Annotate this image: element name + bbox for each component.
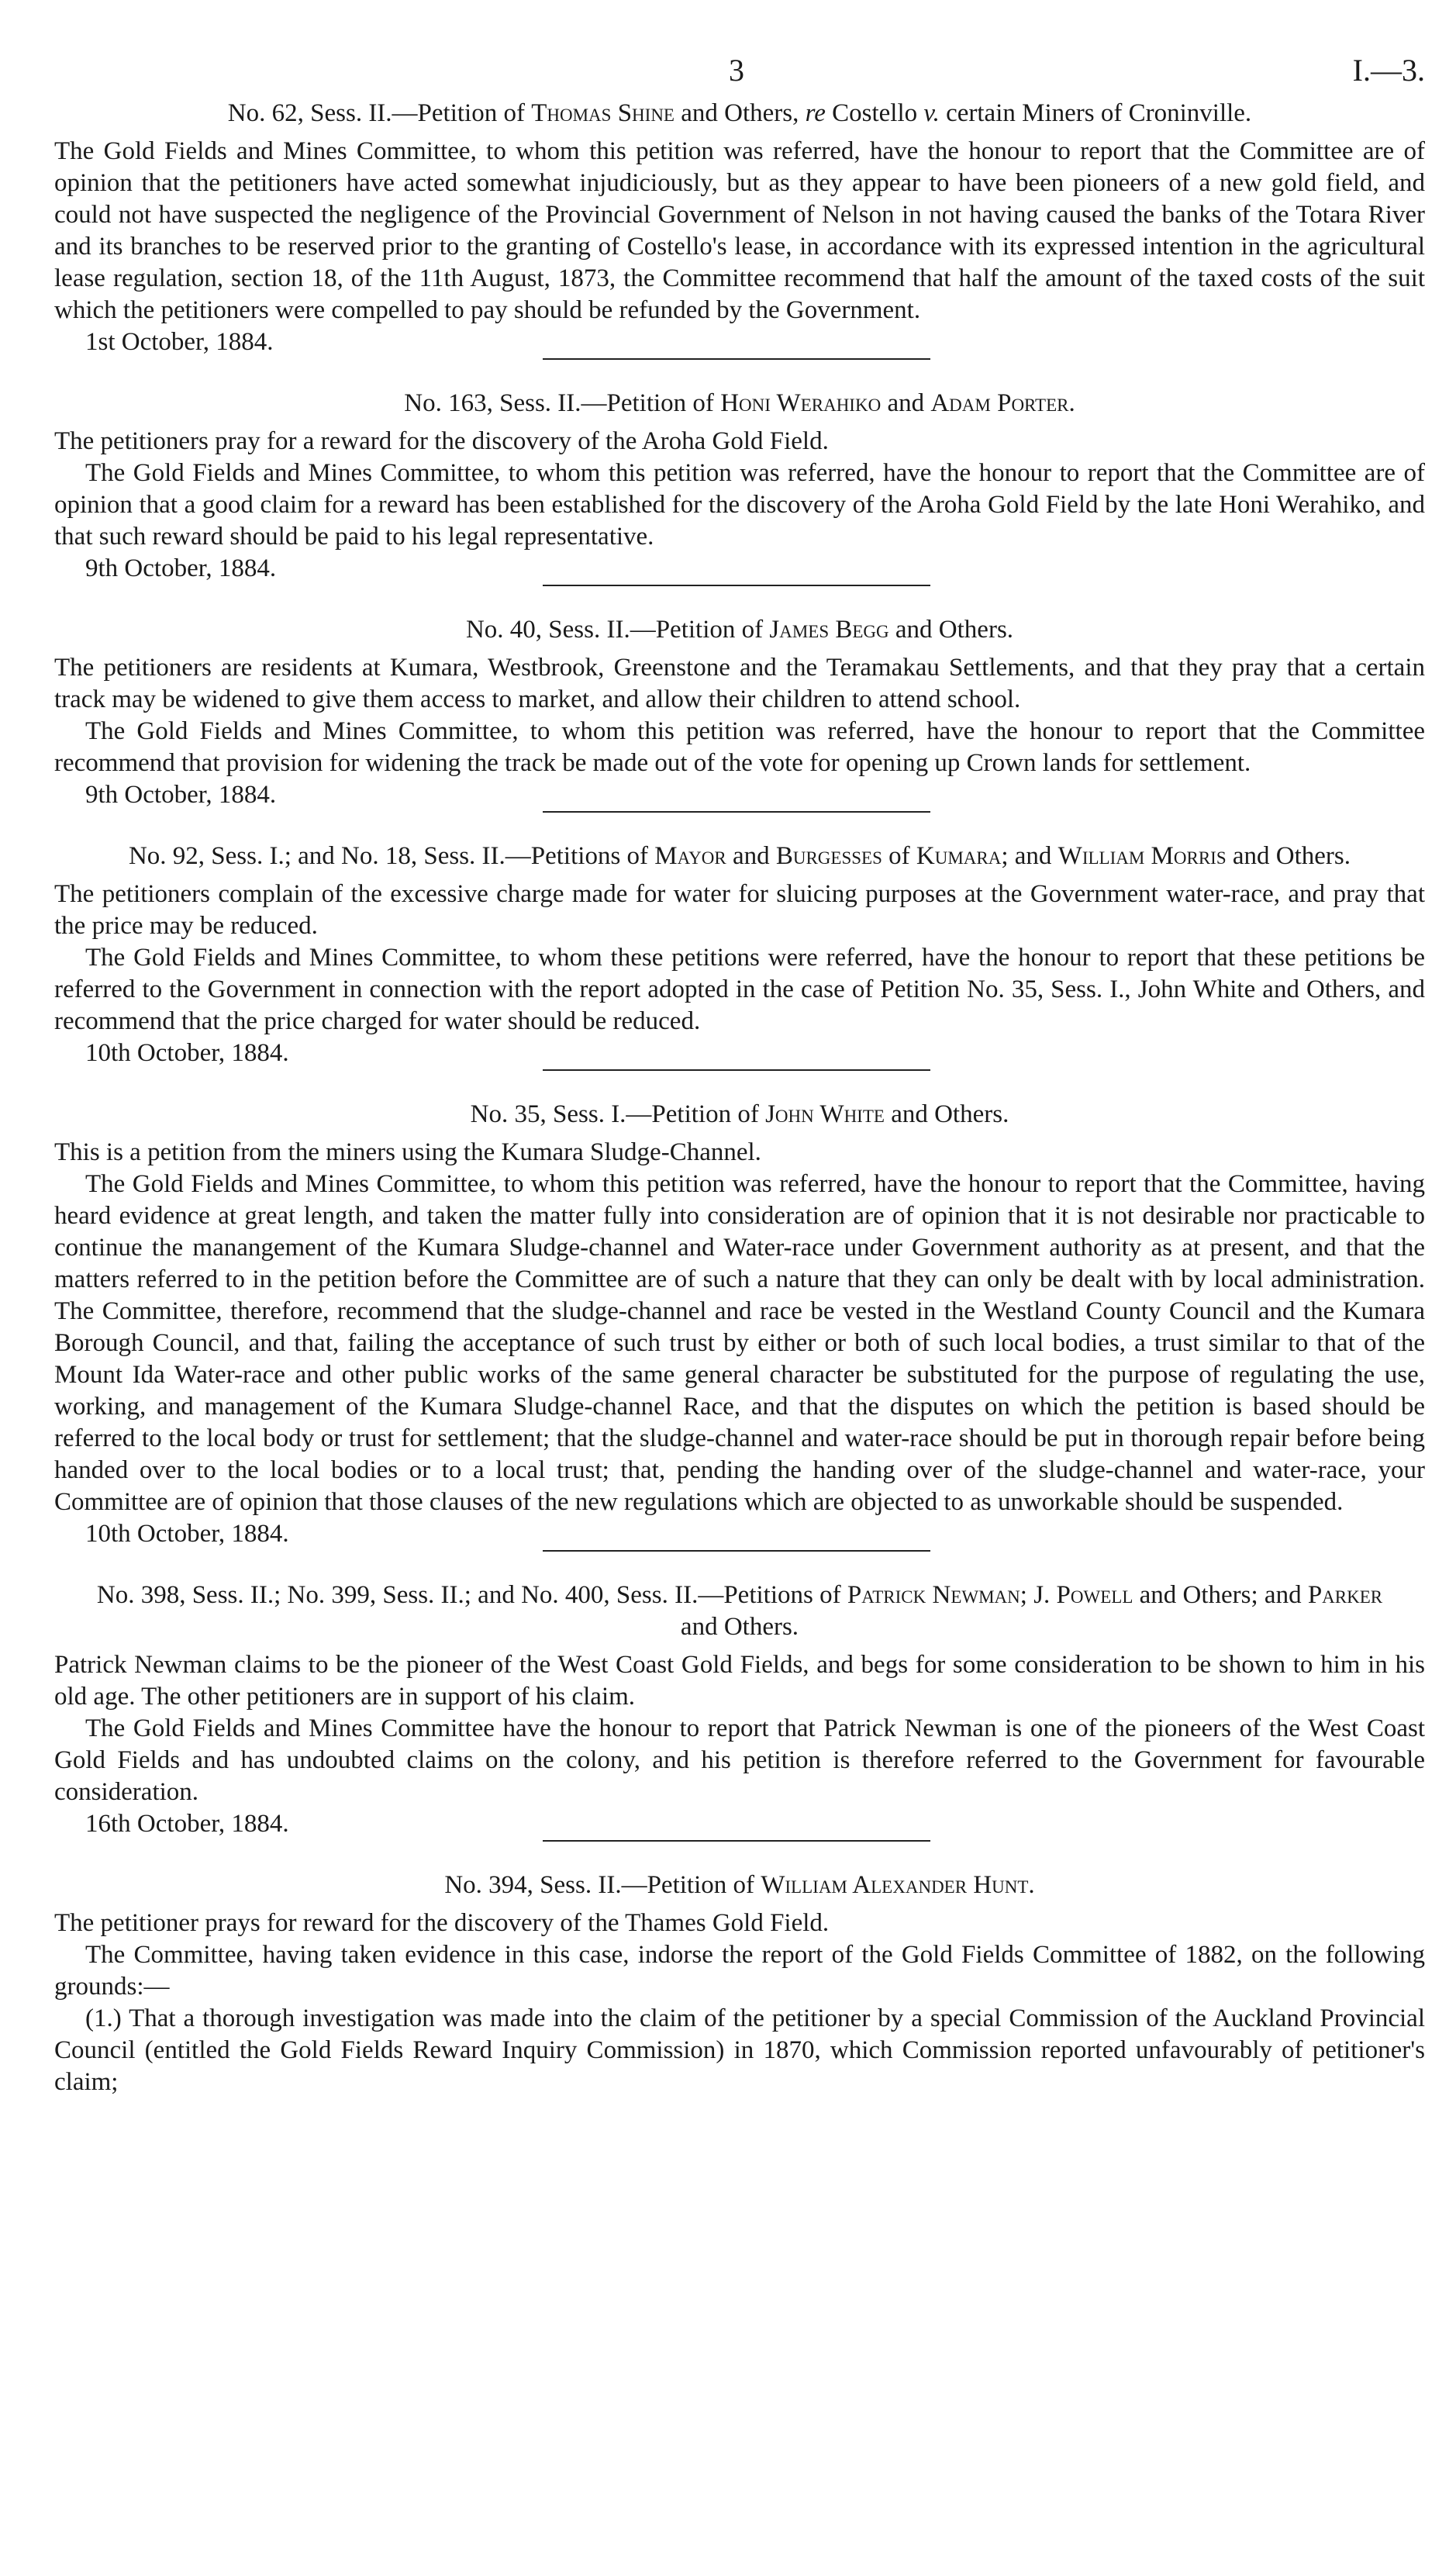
section-date: 1st October, 1884. [85, 328, 274, 356]
petition-section-62 [54, 98, 1425, 358]
section-date: 9th October, 1884. [85, 781, 277, 809]
section-title: No. 398, Sess. II.; No. 399, Sess. II.; and No. 400, Sess. II.—Petitions of Patrick Newman; J. Powell and Others; and Parker and Others. [96, 1581, 1383, 1641]
section-paragraph: The Gold Fields and Mines Committee, to whom this petition was referred, have the honour to report that the Committee are of opinion that a good claim for a reward has been established for the discovery of the Aroha Gold Field by the late Honi Werahiko, and that such reward should be paid to his legal representative. [54, 459, 1425, 551]
section-paragraph: This is a petition from the miners using the Kumara Sludge-Channel. [54, 1138, 761, 1166]
section-divider [543, 811, 930, 813]
section-divider [543, 1550, 930, 1552]
petition-section-398-400 [54, 1580, 1425, 1840]
section-paragraph: The Gold Fields and Mines Committee, to whom this petition was referred, have the honour to report that the Committee, having heard evidence at great length, and taken the matter fully into consideration are of opinion that it is not desirable nor practicable to continue the manangement of the Kumara Sludge-channel and Water-race under Government authority as at present, and that the matters referred to in the petition before the Committee are of such a nature that they can only be dealt with by local administration. The Committee, therefore, recommend that the sludge-channel and race be vested in the Westland County Council and the Kumara Borough Council, and that, failing the acceptance of such trust by either or both of such local bodies, a trust similar to that of the Mount Ida Water-race and other public works of the same general character be substituted for the purpose of regulating the use, working, and management of the Kumara Sludge-channel Race, and that the disputes on which the petition is based should be referred to the local body or trust for settlement; that the sludge-channel and water-race should be put in thorough repair before being handed over to the local bodies or to a local trust; that, pending the handing over of the sludge-channel and water-race, your Committee are of opinion that those clauses of the new regulations which are objected to as unworkable should be suspended. [54, 1170, 1425, 1516]
petition-section-35 [54, 1099, 1425, 1550]
section-paragraph: (1.) That a thorough investigation was made into the claim of the petitioner by a special Commission of the Auckland Provincial Council (entitled the Gold Fields Reward Inquiry Commission) in 1870, which Commission reported unfavourably of petitioner's claim; [54, 2004, 1425, 2096]
section-paragraph: The Committee, having taken evidence in this case, indorse the report of the Gold Fields Committee of 1882, on the following grounds:— [54, 1941, 1425, 2001]
section-paragraph: The petitioner prays for reward for the discovery of the Thames Gold Field. [54, 1909, 830, 1937]
petition-section-394 [54, 1870, 1425, 2098]
page-number: 3 [729, 53, 744, 88]
section-paragraph: The Gold Fields and Mines Committee, to whom this petition was referred, have the honour to report that the Committee are of opinion that the petitioners have acted somewhat injudiciously, but as they appear to have been pioneers of a new gold field, and could not have suspected the negligence of the Provincial Government of Nelson in not having caused the banks of the Totara River and its branches to be reserved prior to the granting of Costello's lease, in accordance with its expressed intention in the agricultural lease regulation, section 18, of the 11th August, 1873, the Committee recommend that half the amount of the taxed costs of the suit which the petitioners were compelled to pay should be refunded by the Government. [54, 137, 1425, 324]
section-paragraph: The Gold Fields and Mines Committee have the honour to report that Patrick Newman is one of the pioneers of the West Coast Gold Fields and has undoubted claims on the colony, and his petition is therefore referred to the Government for favourable consideration. [54, 1714, 1425, 1806]
section-paragraph: The Gold Fields and Mines Committee, to whom this petition was referred, have the honour to report that the Committee recommend that provision for widening the track be made out of the vote for opening up Crown lands for settlement. [54, 717, 1425, 777]
section-paragraph: Patrick Newman claims to be the pioneer of the West Coast Gold Fields, and begs for some consideration to be shown to him in his old age. The other petitioners are in support of his claim. [54, 1651, 1425, 1711]
petition-section-92-18 [54, 841, 1425, 1069]
section-divider [543, 358, 930, 360]
section-title: No. 394, Sess. II.—Petition of William Alexander Hunt. [444, 1871, 1035, 1899]
section-date: 9th October, 1884. [85, 554, 277, 582]
section-paragraph: The petitioners complain of the excessive charge made for water for sluicing purposes at the Government water-race, and pray that the price may be reduced. [54, 880, 1425, 940]
section-title: No. 62, Sess. II.—Petition of Thomas Shine and Others, re Costello v. certain Miners of Croninville. [227, 99, 1252, 127]
petition-section-163 [54, 388, 1425, 585]
section-title: No. 163, Sess. II.—Petition of Honi Werahiko and Adam Porter. [404, 389, 1075, 417]
petition-section-40 [54, 614, 1425, 811]
section-paragraph: The petitioners pray for a reward for the discovery of the Aroha Gold Field. [54, 427, 829, 455]
section-divider [543, 1069, 930, 1071]
page-header [54, 54, 1425, 98]
section-date: 16th October, 1884. [85, 1810, 289, 1838]
section-divider [543, 1840, 930, 1842]
section-paragraph: The petitioners are residents at Kumara, Westbrook, Greenstone and the Teramakau Settlements, and that they pray that a certain track may be widened to give them access to market, and allow their children to attend school. [54, 654, 1425, 713]
section-title: No. 92, Sess. I.; and No. 18, Sess. II.—Petitions of Mayor and Burgesses of Kumara; and William Morris and Others. [128, 842, 1351, 870]
section-divider [543, 585, 930, 586]
section-title: No. 35, Sess. I.—Petition of John White and Others. [470, 1100, 1009, 1128]
section-title: No. 40, Sess. II.—Petition of James Begg and Others. [465, 616, 1014, 644]
section-date: 10th October, 1884. [85, 1520, 289, 1548]
section-date: 10th October, 1884. [85, 1039, 289, 1067]
document-reference: I.—3. [1352, 53, 1425, 88]
section-paragraph: The Gold Fields and Mines Committee, to whom these petitions were referred, have the honour to report that these petitions be referred to the Government in connection with the report adopted in the case of Petition No. 35, Sess. I., John White and Others, and recommend that the price charged for water should be reduced. [54, 944, 1425, 1035]
